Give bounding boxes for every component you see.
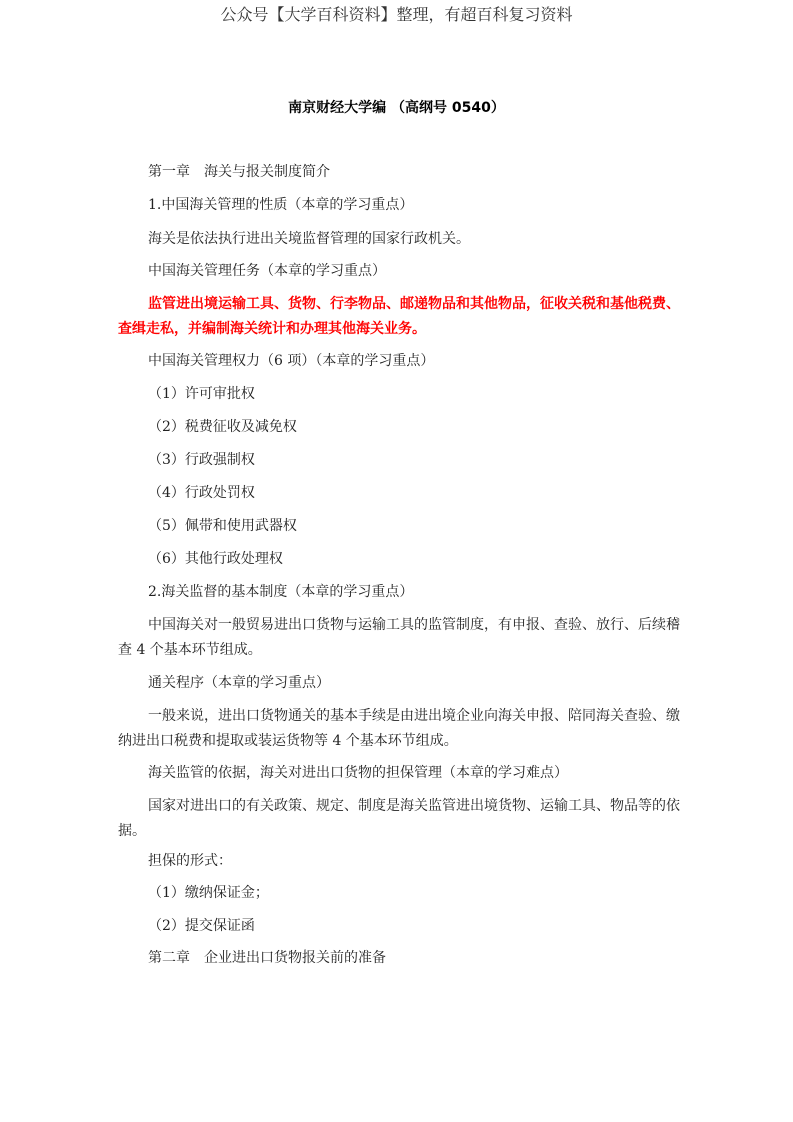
page-header: 公众号【大学百科资料】整理，有超百科复习资料 xyxy=(220,5,573,24)
chapter-heading: 第二章 企业进出口货物报关前的准备 xyxy=(148,950,386,966)
document-title: 南京财经大学编 （高纲号 0540） xyxy=(288,100,505,116)
list-item: （5）佩带和使用武器权 xyxy=(148,518,297,534)
paragraph: 海关监管的依据，海关对进出口货物的担保管理（本章的学习难点） xyxy=(148,765,568,781)
section-heading: 1.中国海关管理的性质（本章的学习重点） xyxy=(148,197,414,213)
paragraph: 中国海关对一般贸易进出口货物与运输工具的监管制度，有申报、查验、放行、后续稽查 4 个基本环节组成。 xyxy=(118,617,680,658)
paragraph: 国家对进出口的有关政策、规定、制度是海关监管进出境货物、运输工具、物品等的依据。 xyxy=(118,798,680,839)
paragraph: 通关程序（本章的学习重点） xyxy=(148,675,330,691)
list-item: （3）行政强制权 xyxy=(148,452,255,468)
section-heading: 2.海关监督的基本制度（本章的学习重点） xyxy=(148,584,414,600)
list-item: （4）行政处罚权 xyxy=(148,485,255,501)
list-item: （1）缴纳保证金； xyxy=(148,885,269,901)
paragraph: 中国海关管理权力（6 项）（本章的学习重点） xyxy=(148,353,435,369)
list-item: （1）许可审批权 xyxy=(148,386,255,402)
list-item: （6）其他行政处理权 xyxy=(148,551,283,567)
paragraph: 担保的形式： xyxy=(148,853,232,869)
paragraph: 中国海关管理任务（本章的学习重点） xyxy=(148,263,386,279)
list-item: （2）税费征收及减免权 xyxy=(148,419,297,435)
list-item: （2）提交保证函 xyxy=(148,918,255,934)
highlighted-paragraph: 监管进出境运输工具、货物、行李物品、邮递物品和其他物品，征收关税和基他税费、查缉走私，并编制海关统计和办理其他海关业务。 xyxy=(118,296,680,337)
chapter-heading: 第一章 海关与报关制度简介 xyxy=(148,164,330,180)
paragraph: 海关是依法执行进出关境监督管理的国家行政机关。 xyxy=(148,231,470,247)
paragraph: 一般来说，进出口货物通关的基本手续是由进出境企业向海关申报、陪同海关查验、缴纳进出口税费和提取或装运货物等 4 个基本环节组成。 xyxy=(118,708,680,749)
